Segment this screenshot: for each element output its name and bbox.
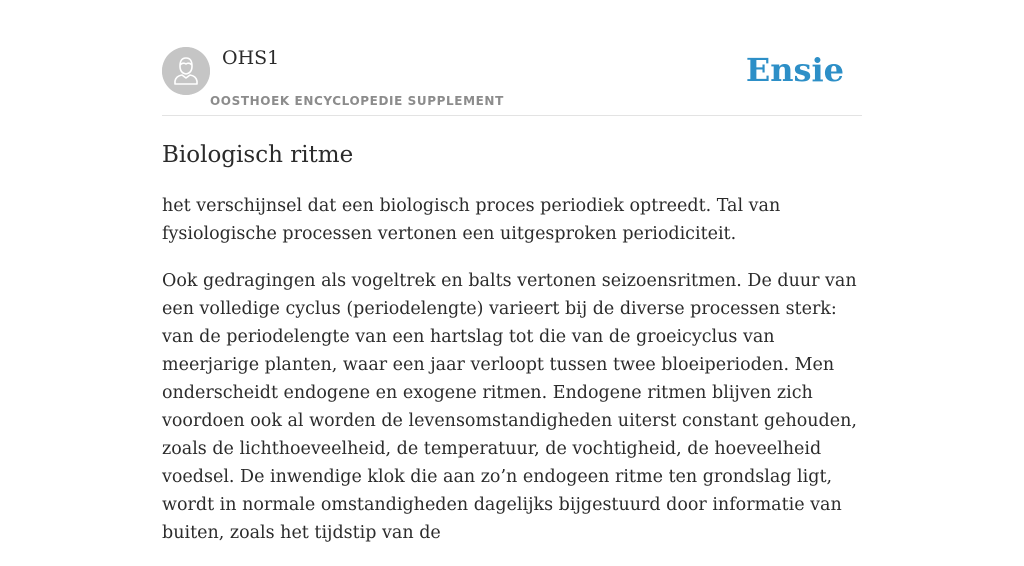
article-paragraph: het verschijnsel dat een biologisch proces periodiek optreedt. Tal van fysiologische processen vertonen een uitgesproken periodiciteit. — [162, 196, 781, 244]
header — [162, 0, 862, 116]
user-silhouette-icon — [162, 47, 210, 95]
content-container — [162, 0, 862, 543]
ensie-logo[interactable]: Ensie — [745, 51, 844, 89]
author-name[interactable]: OHS1 — [222, 47, 280, 69]
article-title: Biologisch ritme — [162, 142, 354, 168]
author-subtitle[interactable]: OOSTHOEK ENCYCLOPEDIE SUPPLEMENT — [210, 94, 504, 108]
avatar[interactable] — [162, 47, 210, 95]
article-body — [162, 192, 864, 566]
article-paragraph: Ook gedragingen als vogeltrek en balts vertonen seizoensritmen. De duur van een volledige cyclus (periodelengte) varieert bij de diverse processen sterk: van de periodelengte van een hartslag tot die van de groeicyclus van meerjarige planten, waar een jaar verloopt tussen twee bloeiperioden. Men onderscheidt endogene en exogene ritmen. Endogene ritmen blijven zich voordoen ook al worden de levensomstandigheden uiterst constant gehouden, zoals de lichthoeveelheid, de temperatuur, de vochtigheid, de hoeveelheid voedsel. De inwendige klok die aan zo’n endogeen ritme ten grondslag ligt, wordt in normale omstandigheden dagelijks bijgestuurd door informatie van buiten, zoals het tijdstip van de — [162, 271, 857, 543]
